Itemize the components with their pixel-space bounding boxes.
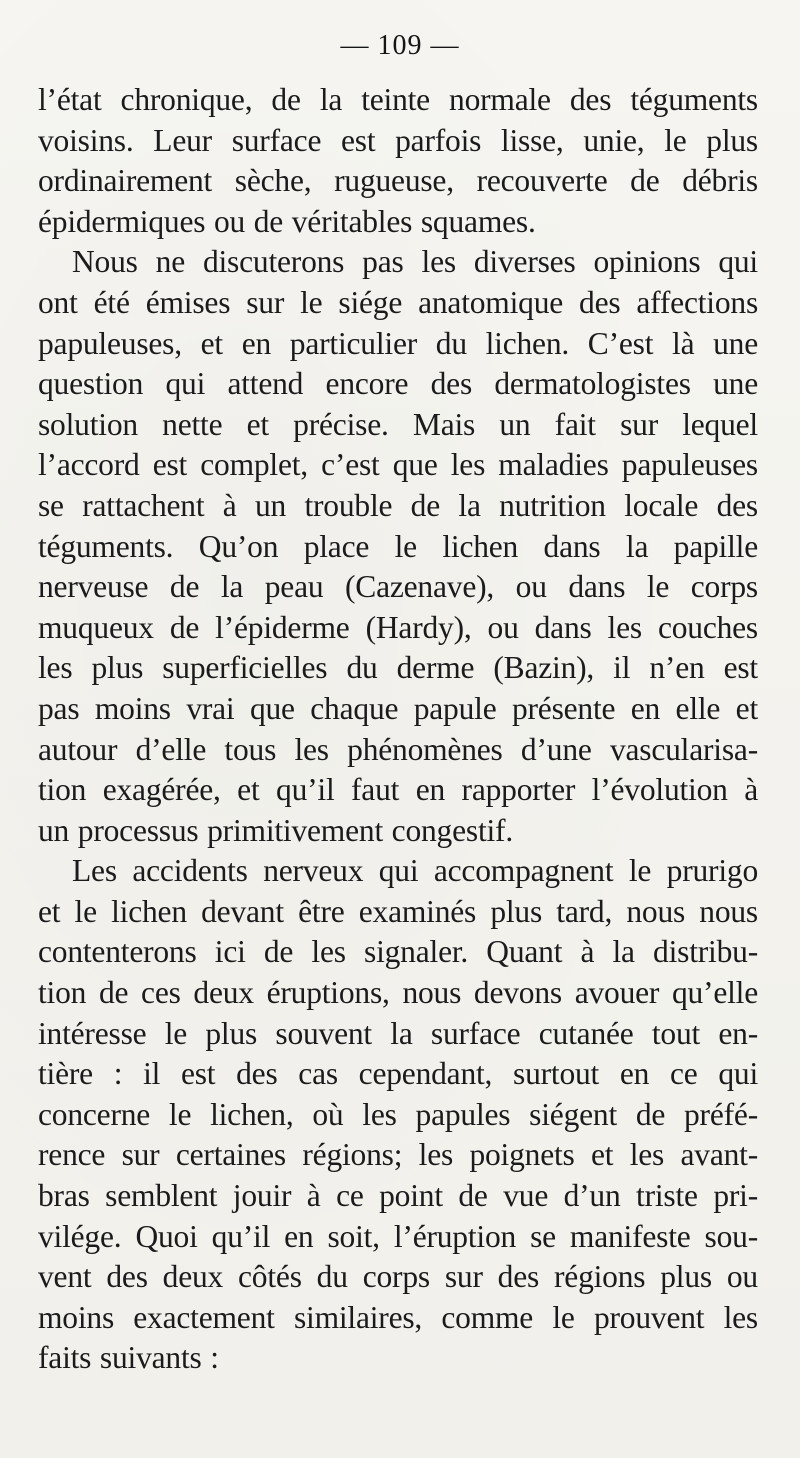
text-line: Les accidents nerveux qui accompagnent le prurigo [72,853,758,889]
text-line: ont été émises sur le siége anatomique des affections [38,284,758,320]
text-line: intéresse le plus souvent la surface cutanée tout en- [38,1015,758,1051]
text-line: vent des deux côtés du corps sur des régions plus ou [38,1259,758,1295]
text-line: tière : il est des cas cependant, surtout en ce qui [38,1056,758,1092]
text-line: bras semblent jouir à ce point de vue d’un triste pri- [38,1178,758,1214]
text-line: question qui attend encore des dermatologistes une [38,366,758,402]
text-line: et le lichen devant être examinés plus tard, nous nous [38,893,758,929]
text-line: pas moins vrai que chaque papule présente en elle et [38,690,758,726]
body-text [38,80,758,1379]
text-line: un processus primitivement congestif. [38,812,514,848]
text-line: l’état chronique, de la teinte normale des téguments [38,82,758,117]
text-line: solution nette et précise. Mais un fait sur lequel [38,406,758,442]
text-line: papuleuses, et en particulier du lichen. C’est là une [38,325,758,361]
text-line: nerveuse de la peau (Cazenave), ou dans le corps [38,569,758,605]
text-line: autour d’elle tous les phénomènes d’une vascularisa- [38,731,758,767]
page-number: — 109 — [340,30,460,61]
text-line: vilége. Quoi qu’il en soit, l’éruption se manifeste sou- [38,1218,758,1254]
text-line: tion de ces deux éruptions, nous devons avouer qu’elle [38,975,758,1011]
text-line: se rattachent à un trouble de la nutrition locale des [38,487,758,523]
text-line: tion exagérée, et qu’il faut en rapporter l’évolution à [38,772,758,808]
text-line: Nous ne discuterons pas les diverses opinions qui [72,244,758,280]
text-line: concerne le lichen, où les papules siégent de préfé- [38,1096,758,1132]
text-line: muqueux de l’épiderme (Hardy), ou dans les couches [38,609,758,645]
text-line: l’accord est complet, c’est que les maladies papuleuses [38,447,758,483]
text-line: moins exactement similaires, comme le prouvent les [38,1299,758,1335]
text-line: faits suivants : [38,1340,219,1376]
text-line: voisins. Leur surface est parfois lisse, unie, le plus [38,122,758,158]
text-line: rence sur certaines régions; les poignets et les avant- [38,1137,758,1173]
text-line: épidermiques ou de véritables squames. [38,203,536,239]
text-line: contenterons ici de les signaler. Quant à la distribu- [38,934,758,970]
text-line: téguments. Qu’on place le lichen dans la papille [38,528,758,564]
text-line: les plus superficielles du derme (Bazin), il n’en est [38,650,758,686]
text-line: ordinairement sèche, rugueuse, recouverte de débris [38,163,758,199]
